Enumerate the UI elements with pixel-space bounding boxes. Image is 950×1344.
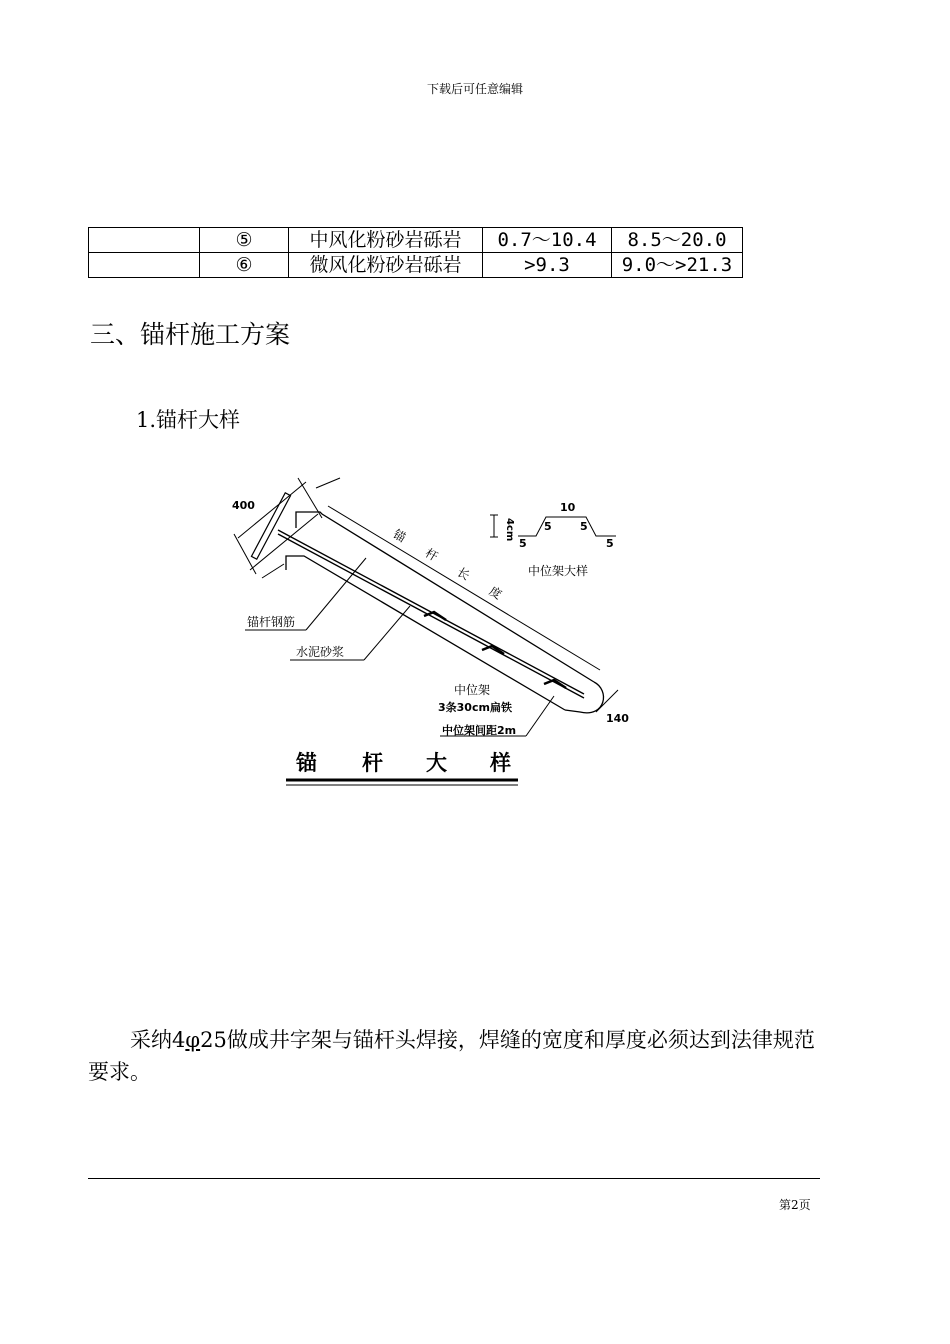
dim-10-label: 10 [560,501,576,514]
dim-140-label: 140 [606,712,629,725]
dim-5-label: 5 [519,537,527,550]
paragraph-text: 采纳4 [130,1028,186,1052]
dim-5-label: 5 [544,520,552,533]
body-paragraph [88,1024,828,1088]
rock-property-table [88,227,743,278]
length-label-char: 度 [486,583,505,602]
spacing-label: 中位架间距2m [442,724,517,737]
caption-char: 大 [426,751,447,775]
dim-400-label: 400 [232,499,255,512]
table-row [89,253,743,278]
dim-5-label: 5 [606,537,614,550]
table-cell: >9.3 [483,253,612,278]
caption-char: 杆 [362,751,383,775]
spacer-label: 中位架 [454,683,491,697]
flat-iron-label: 3条30cm扁铁 [438,701,512,714]
table-cell: 8.5～20.0 [612,228,743,253]
subsection-title: 1.锚杆大样 [136,408,241,432]
table-cell: ⑤ [200,228,289,253]
table-cell: 9.0～>21.3 [612,253,743,278]
footer-divider [88,1178,820,1179]
anchor-detail-drawing [0,460,950,800]
spacer-detail-label: 中位架大样 [528,564,589,578]
caption-char: 锚 [296,751,317,775]
length-label-char: 长 [454,564,473,583]
paragraph-text: 25做成井字架与锚杆头焊接，焊缝的宽度和厚度必须达到法律规范要求。 [88,1028,815,1084]
section-title: 三、锚杆施工方案 [90,320,291,349]
length-label-char: 锚 [390,526,409,545]
dim-4cm-label: 4cm [504,518,515,542]
table-cell: ⑥ [200,253,289,278]
page-header: 下载后可任意编辑 [426,82,523,96]
table-cell: 中风化粉砂岩砾岩 [289,228,483,253]
dim-5-label: 5 [580,520,588,533]
caption-char: 样 [490,751,511,775]
length-label-char: 杆 [422,545,441,564]
bearing-plate [251,493,290,559]
table-cell: 0.7～10.4 [483,228,612,253]
table-cell: 微风化粉砂岩砾岩 [289,253,483,278]
table-row [89,228,743,253]
table-cell [89,253,200,278]
rebar-label: 锚杆钢筋 [247,615,296,629]
mortar-label: 水泥砂浆 [296,645,345,659]
page-number: 第2页 [779,1198,811,1212]
table-cell [89,228,200,253]
phi-symbol: φ [185,1028,201,1052]
